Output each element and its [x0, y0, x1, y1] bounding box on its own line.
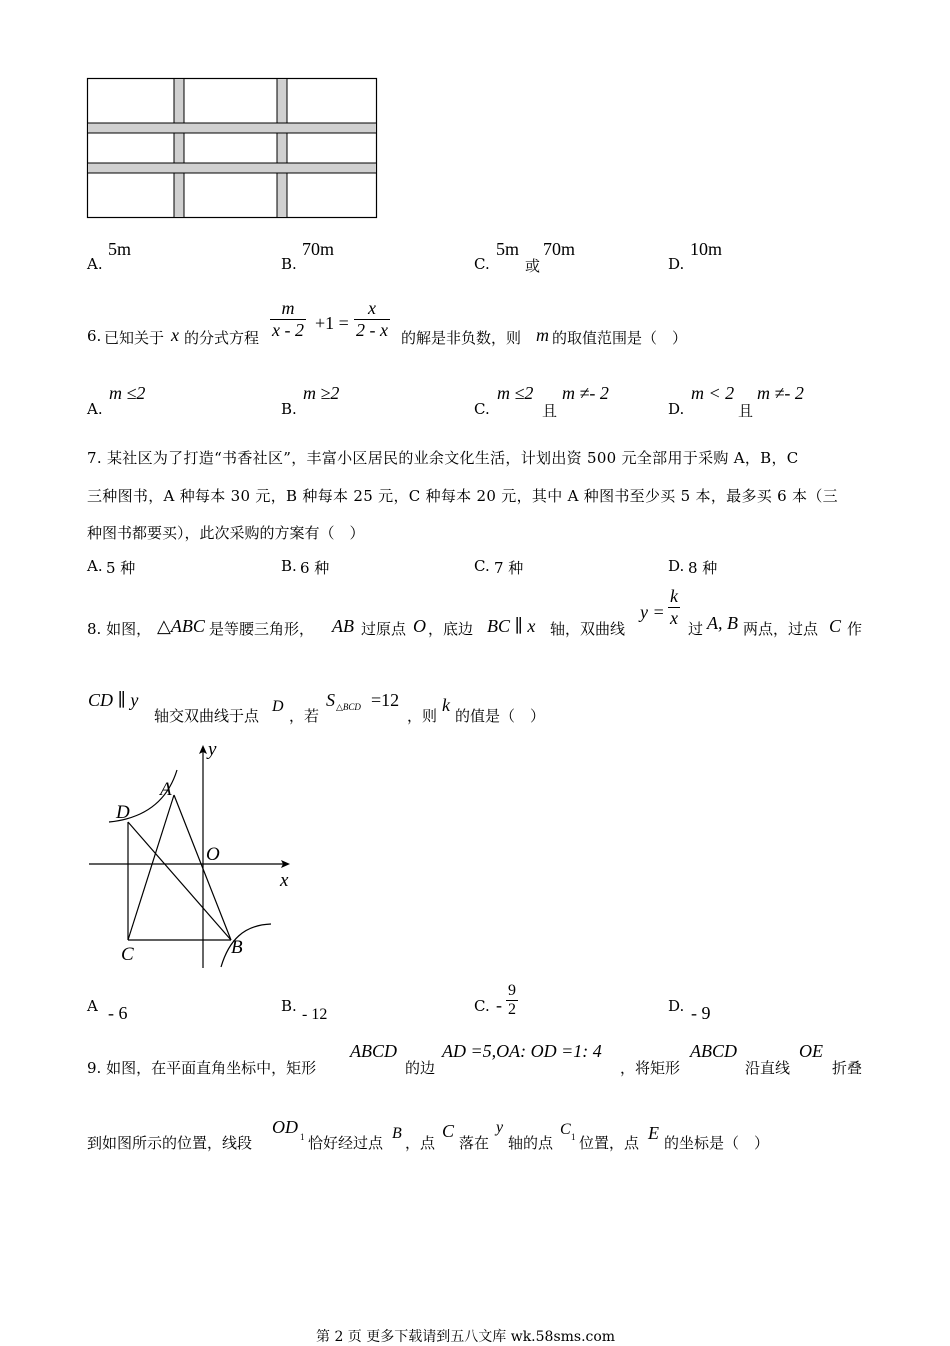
- q9-t2: 的边: [405, 1059, 436, 1077]
- q6-option-c-expr2: m ≠- 2: [562, 383, 609, 403]
- q5-option-c-value2: 70m: [543, 239, 576, 259]
- q8-t3: ，底边: [428, 620, 474, 638]
- q9-t12: 的坐标是（ ）: [664, 1134, 770, 1152]
- q9-e: E: [648, 1123, 659, 1143]
- q6-rhs-fraction: [354, 298, 390, 341]
- q5-option-b-letter: B.: [281, 255, 297, 273]
- q8-t11: 的值是（ ）: [455, 707, 546, 725]
- q8-t7: 作: [847, 620, 863, 638]
- q6-option-b-expr: m ≥2: [303, 383, 340, 403]
- q9-t10: 轴的点: [508, 1134, 554, 1152]
- q8-t9: ，若: [289, 707, 320, 725]
- q8-t8: 轴交双曲线于点: [154, 707, 260, 725]
- q7-option-b-letter: B.: [281, 557, 297, 575]
- q8-option-b-letter: B.: [281, 997, 297, 1015]
- q8-k-over-x: [668, 586, 680, 629]
- q8-option-c-fraction: [506, 982, 518, 1019]
- q9-t8: ，点: [405, 1134, 436, 1152]
- q6-number: 6.: [87, 327, 102, 345]
- q8-ab: AB: [332, 616, 354, 636]
- page-footer: 第 2 页 更多下载请到五八文库 wk.58sms.com: [316, 1329, 616, 1345]
- q8-x: x: [670, 608, 678, 628]
- q8-number: 8. 如图，: [87, 620, 152, 638]
- q6-option-b-letter: B.: [281, 400, 297, 418]
- q5-option-a-value: 5m: [108, 239, 132, 259]
- q7-option-c-value: 7 种: [494, 559, 524, 577]
- q6-option-d-expr: m < 2: [691, 383, 735, 403]
- q8-k: k: [670, 586, 678, 606]
- q6-text2: 的分式方程: [184, 329, 260, 347]
- q8-s: S: [326, 690, 335, 710]
- q8-option-a-letter: A: [87, 997, 98, 1015]
- q8-option-b-value: - 12: [302, 1006, 328, 1023]
- label-x: x: [280, 870, 289, 891]
- q9-od1: OD: [272, 1117, 298, 1137]
- q6-text3: 的解是非负数，则: [401, 329, 522, 347]
- q7-option-a-value: 5 种: [106, 559, 136, 577]
- q8-t4: 轴，双曲线: [550, 620, 626, 638]
- q8-option-c-den: 2: [508, 1001, 516, 1018]
- q9-t6: 到如图所示的位置，线段: [87, 1134, 253, 1152]
- q8-t6: 两点，过点: [743, 620, 819, 638]
- hyperbola-lower-branch: [221, 924, 271, 967]
- q7-option-a-letter: A.: [87, 557, 103, 575]
- q8-k2: k: [442, 695, 450, 715]
- q6-option-c-expr: m ≤2: [497, 383, 534, 403]
- q6-rhs-den: 2 - x: [356, 320, 388, 340]
- q6-rhs-num: x: [367, 298, 376, 318]
- q8-t10: ，则: [407, 707, 438, 725]
- q6-option-c-connector: 且: [542, 402, 558, 420]
- q8-t2: 过原点: [361, 620, 407, 638]
- q9-b: B: [392, 1125, 402, 1142]
- q8-triangle: △ABC: [157, 616, 205, 636]
- q6-text4: 的取值范围是（ ）: [552, 329, 688, 347]
- q7-line2: 三种图书，A 种每本 30 元，B 种每本 25 元，C 种每本 20 元，其中 A 种图书至少买 5 本，最多买 6 本（三: [87, 487, 838, 505]
- q5-option-c-connector: 或: [525, 257, 541, 275]
- q8-s-val: =12: [371, 690, 400, 710]
- q9-od1-sub: 1: [300, 1132, 305, 1142]
- q8-option-c-num: 9: [508, 982, 516, 999]
- q8-hyperbola-figure: [84, 740, 304, 970]
- q8-option-d-value: - 9: [691, 1003, 711, 1023]
- q6-option-d-letter: D.: [668, 400, 685, 418]
- q6-text1: 已知关于: [104, 329, 165, 347]
- q5-option-c-letter: C.: [474, 255, 490, 273]
- q8-option-a-value: - 6: [108, 1003, 128, 1023]
- q8-s-sub: △BCD: [336, 702, 361, 712]
- q7-line1: 7. 某社区为了打造“书香社区”，丰富小区居民的业余文化生活，计划出资 500 元全部用于采购 A，B，C: [87, 449, 799, 467]
- q6-lhs-num: m: [281, 298, 295, 318]
- q5-option-b-value: 70m: [302, 239, 335, 259]
- q6-var-x: x: [171, 325, 179, 345]
- q9-t1: 9. 如图，在平面直角坐标中，矩形: [87, 1059, 317, 1077]
- q9-abcd2: ABCD: [690, 1041, 737, 1061]
- label-a: A: [160, 779, 172, 800]
- q8-option-c-minus: -: [496, 995, 502, 1015]
- q9-t4: 沿直线: [745, 1059, 791, 1077]
- road-grid-figure: [86, 77, 380, 221]
- q7-option-c-letter: C.: [474, 557, 490, 575]
- q9-t7: 恰好经过点: [308, 1134, 384, 1152]
- q6-option-c-letter: C.: [474, 400, 490, 418]
- q9-t9: 落在: [459, 1134, 490, 1152]
- label-o: O: [206, 844, 220, 865]
- q7-line3: 种图书都要买），此次采购的方案有（ ）: [87, 524, 365, 542]
- q6-plus-one: +1 =: [315, 313, 349, 333]
- q6-var-m: m: [536, 325, 549, 345]
- q6-option-d-expr2: m ≠- 2: [757, 383, 804, 403]
- q6-option-a-letter: A.: [87, 400, 103, 418]
- q6-option-a-expr: m ≤2: [109, 383, 146, 403]
- q8-t5: 过: [688, 620, 704, 638]
- q5-option-d-letter: D.: [668, 255, 685, 273]
- q9-t11: 位置，点: [579, 1134, 640, 1152]
- q5-option-a-letter: A.: [87, 255, 103, 273]
- q8-bc: BC ∥ x: [487, 616, 536, 636]
- q6-lhs-fraction: [270, 298, 306, 341]
- q9-t5: 折叠: [832, 1059, 863, 1077]
- q7-option-d-letter: D.: [668, 557, 685, 575]
- q8-option-d-letter: D.: [668, 997, 685, 1015]
- q9-y: y: [496, 1119, 504, 1136]
- label-y: y: [208, 740, 217, 760]
- q6-option-d-connector: 且: [738, 402, 754, 420]
- label-b: B: [231, 937, 243, 958]
- q9-condition: AD =5,OA: OD =1: 4: [442, 1041, 602, 1061]
- q9-c: C: [442, 1121, 455, 1141]
- q6-lhs-den: x - 2: [272, 320, 304, 340]
- q8-o: O: [413, 616, 426, 636]
- q7-option-b-value: 6 种: [300, 559, 330, 577]
- q9-abcd: ABCD: [350, 1041, 397, 1061]
- q8-t1: 是等腰三角形，: [209, 620, 315, 638]
- q5-option-c-value: 5m: [496, 239, 520, 259]
- q8-c: C: [829, 616, 842, 636]
- label-c: C: [121, 944, 134, 965]
- q8-ab2: A, B: [707, 613, 738, 633]
- q7-option-d-value: 8 种: [688, 559, 718, 577]
- q9-c1: C: [560, 1121, 571, 1138]
- q9-oe: OE: [799, 1041, 823, 1061]
- q8-d: D: [272, 698, 284, 715]
- q8-y-eq: y =: [640, 602, 665, 622]
- q9-c1-sub: 1: [571, 1132, 576, 1142]
- q9-t3: ，将矩形: [620, 1059, 681, 1077]
- q8-option-c-letter: C.: [474, 997, 490, 1015]
- q8-cd: CD ∥ y: [88, 690, 139, 710]
- q5-option-d-value: 10m: [690, 239, 723, 259]
- label-d: D: [116, 802, 130, 823]
